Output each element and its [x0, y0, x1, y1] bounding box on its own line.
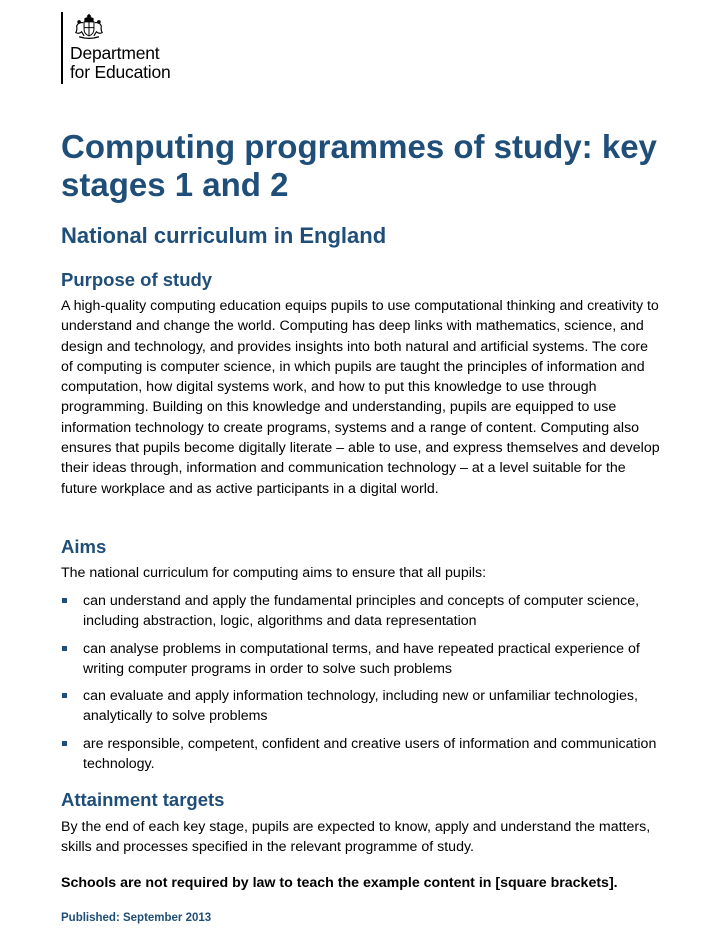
- department-logo: [61, 12, 171, 82]
- attainment-heading: Attainment targets: [61, 789, 225, 810]
- bullet-icon: [62, 741, 67, 746]
- aims-heading: Aims: [61, 536, 107, 557]
- published-date: Published: September 2013: [61, 912, 212, 924]
- bullet-icon: [62, 693, 67, 698]
- list-item: [61, 686, 661, 727]
- aim-text: can analyse problems in computational terms, and have repeated practical experience of writing computer programs in order to solve such problems: [83, 640, 640, 677]
- aim-text: can evaluate and apply information technology, including new or unfamiliar technologies, analytically to solve problems: [83, 688, 638, 725]
- royal-crest-icon: [70, 12, 108, 40]
- purpose-heading: Purpose of study: [61, 269, 213, 290]
- attainment-paragraph: By the end of each key stage, pupils are expected to know, apply and understand the matters, skills and processes specified in the relevant programme of study.: [61, 819, 651, 856]
- logo-line-1: Department: [70, 43, 160, 63]
- square-brackets-note: Schools are not required by law to teach the example content in [square brackets].: [61, 875, 618, 891]
- logo-line-2: for Education: [70, 62, 171, 82]
- aims-list: [61, 591, 661, 781]
- page-subtitle: National curriculum in England: [61, 223, 387, 248]
- aim-text: are responsible, competent, confident and creative users of information and communication technology.: [83, 735, 657, 773]
- bullet-icon: [62, 646, 67, 651]
- purpose-paragraph: A high-quality computing education equips pupils to use computational thinking and creativity to understand and change the world. Computing has deep links with mathematics, science, and design and technology, and provides insights into both natural and artificial systems. The core of computing is computer science, in which pupils are taught the principles of information and computation, how digital systems work, and how to put this knowledge to use through programming. Building on this knowledge and understanding, pupils are equipped to use information technology to create programs, systems and a range of content. Computing also ensures that pupils become digitally literate – able to use, and express themselves and develop their ideas through, information and communication technology – at a level suitable for the future workplace and as active participants in a digital world.: [61, 298, 660, 497]
- page-title: Computing programmes of study: key stages 1 and 2: [61, 128, 657, 203]
- bullet-icon: [62, 598, 67, 603]
- list-item: [61, 591, 661, 632]
- logo-wordmark: [70, 44, 171, 82]
- list-item: [61, 734, 661, 775]
- list-item: [61, 639, 661, 680]
- aims-intro: The national curriculum for computing aims to ensure that all pupils:: [61, 565, 487, 581]
- aim-text: can understand and apply the fundamental principles and concepts of computer science, including abstraction, logic, algorithms and data representation: [83, 593, 640, 630]
